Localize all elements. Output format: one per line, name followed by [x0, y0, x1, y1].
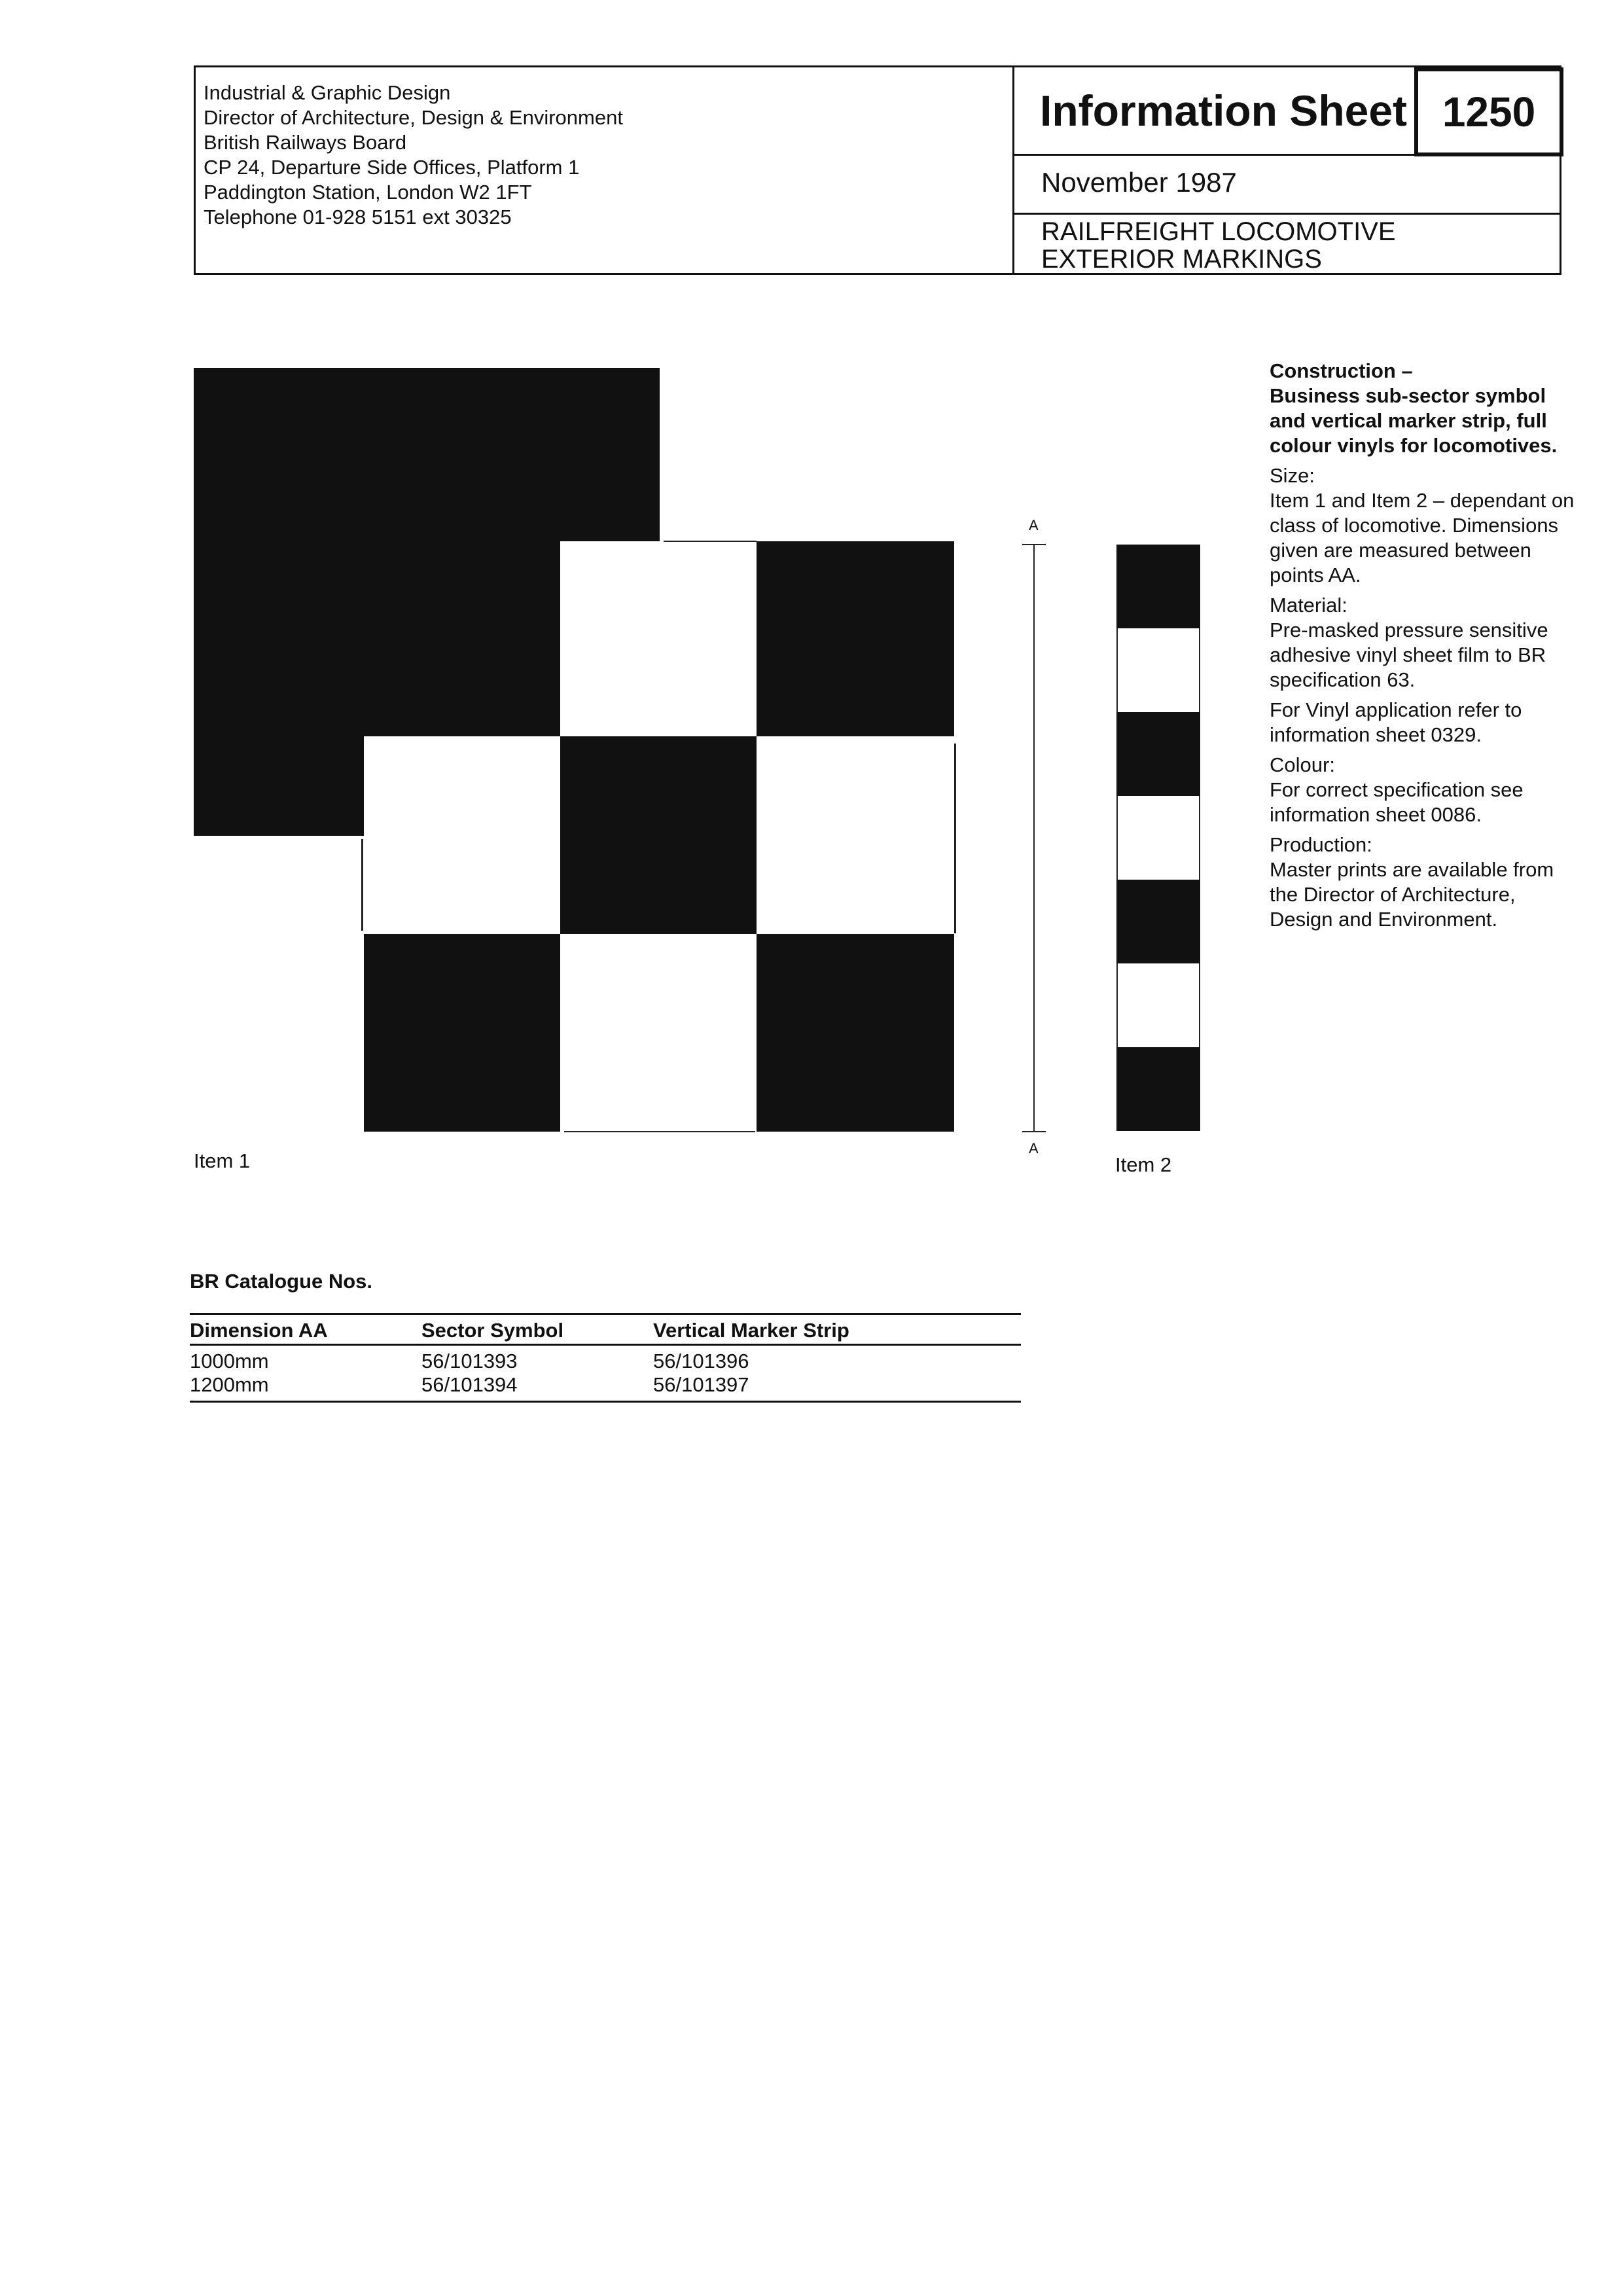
- table-body: [190, 1346, 1021, 1401]
- symbol-white-square: [560, 934, 757, 1132]
- subject-block: [1041, 218, 1396, 273]
- colour-section: [1270, 753, 1584, 827]
- table-cell: 56/101397: [653, 1373, 749, 1396]
- header-divider: [1012, 67, 1014, 273]
- strip-black-segment: [1116, 880, 1200, 963]
- material-text: Pre-masked pressure sensitive adhesive vinyl sheet film to BR specification 63.: [1270, 619, 1548, 691]
- symbol-white-square: [560, 541, 757, 736]
- sheet-number: 1250: [1442, 88, 1536, 135]
- symbol-edge: [664, 541, 757, 542]
- table-rule: [190, 1401, 1021, 1403]
- table-row: [190, 1350, 1021, 1373]
- strip-black-segment: [1116, 1047, 1200, 1131]
- item-2-label: Item 2: [1115, 1153, 1172, 1176]
- strip-white-segment: [1116, 628, 1200, 712]
- symbol-edge: [954, 744, 956, 933]
- strip-black-segment: [1116, 712, 1200, 796]
- address-line: Director of Architecture, Design & Environment: [204, 106, 623, 129]
- specification-text: [1270, 359, 1584, 937]
- symbol-black-block: [194, 368, 660, 541]
- symbol-black-square: [757, 934, 954, 1132]
- catalogue-table: [190, 1313, 1021, 1403]
- size-label: Size:: [1270, 464, 1315, 487]
- vinyl-application-text: For Vinyl application refer to information sheet 0329.: [1270, 698, 1522, 746]
- symbol-edge: [361, 839, 363, 931]
- colour-label: Colour:: [1270, 753, 1335, 776]
- production-text: Master prints are available from the Director of Architecture, Design and Environment.: [1270, 858, 1554, 931]
- dimension-line: [1033, 545, 1035, 1131]
- production-section: [1270, 833, 1584, 932]
- subject-line: RAILFREIGHT LOCOMOTIVE: [1041, 217, 1396, 246]
- construction-body: Business sub-sector symbol and vertical marker strip, full colour vinyls for locomotives.: [1270, 384, 1558, 457]
- column-header: Sector Symbol: [421, 1319, 564, 1342]
- symbol-black-square: [757, 541, 954, 736]
- symbol-black-square: [560, 736, 757, 934]
- item-1-label: Item 1: [194, 1149, 251, 1172]
- page-title: Information Sheet: [1040, 86, 1408, 135]
- header-rule: [1012, 213, 1560, 215]
- symbol-black-block: [194, 541, 560, 736]
- column-header: Vertical Marker Strip: [653, 1319, 849, 1342]
- table-row: [190, 1373, 1021, 1397]
- dimension-label-bottom: A: [1029, 1140, 1039, 1157]
- dimension-label-top: A: [1029, 517, 1039, 533]
- address-line: Industrial & Graphic Design: [204, 81, 451, 104]
- material-label: Material:: [1270, 594, 1347, 617]
- strip-black-segment: [1116, 545, 1200, 628]
- table-cell: 1200mm: [190, 1373, 269, 1396]
- size-section: [1270, 463, 1584, 588]
- header-block: [194, 65, 1561, 275]
- colour-text: For correct specification see information sheet 0086.: [1270, 778, 1524, 826]
- address-line: CP 24, Departure Side Offices, Platform 1: [204, 156, 580, 179]
- address-line: Telephone 01-928 5151 ext 30325: [204, 206, 512, 228]
- strip-white-segment: [1116, 796, 1200, 880]
- issue-date: November 1987: [1041, 167, 1237, 198]
- symbol-edge: [564, 1131, 755, 1132]
- table-cell: 56/101394: [421, 1373, 518, 1396]
- construction-heading: [1270, 359, 1584, 458]
- symbol-black-square: [364, 934, 560, 1132]
- production-label: Production:: [1270, 833, 1372, 856]
- symbol-black-block: [194, 736, 364, 836]
- dimension-tick-bottom: [1022, 1131, 1046, 1132]
- sheet-number-box: [1414, 67, 1563, 156]
- size-text: Item 1 and Item 2 – dependant on class of locomotive. Dimensions given are measured between points AA.: [1270, 489, 1575, 586]
- table-cell: 56/101393: [421, 1350, 518, 1372]
- construction-title: Construction –: [1270, 359, 1413, 382]
- strip-white-segment: [1116, 963, 1200, 1047]
- symbol-white-square: [757, 736, 954, 934]
- address-line: Paddington Station, London W2 1FT: [204, 181, 532, 204]
- table-header-row: [190, 1315, 1021, 1344]
- column-header: Dimension AA: [190, 1319, 328, 1342]
- table-cell: 1000mm: [190, 1350, 269, 1372]
- catalogue-title: BR Catalogue Nos.: [190, 1270, 373, 1293]
- subject-line: EXTERIOR MARKINGS: [1041, 245, 1322, 274]
- address-block: [204, 81, 1008, 230]
- material-section: [1270, 593, 1584, 692]
- table-cell: 56/101396: [653, 1350, 749, 1372]
- address-line: British Railways Board: [204, 131, 407, 154]
- symbol-white-square: [364, 736, 560, 934]
